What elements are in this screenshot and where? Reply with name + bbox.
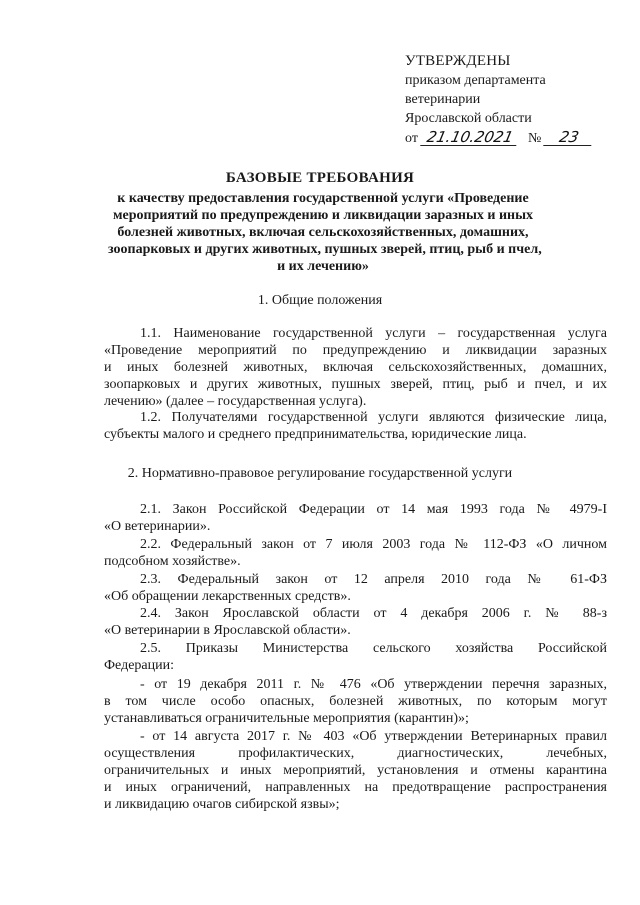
subtitle-line: мероприятий по предупреждению и ликвидации заразных и иных	[112, 208, 534, 223]
paragraph-line: 2.2. Федеральный закон от 7 июля 2003 года № 112-ФЗ «О личном	[140, 537, 607, 552]
paragraph-line: и иных болезней животных, включая сельскохозяйственных, домашних,	[104, 360, 607, 375]
subtitle-line: и их лечению»	[277, 259, 369, 274]
paragraph-line: - от 14 августа 2017 г. № 403 «Об утверждении Ветеринарных правил	[140, 729, 607, 744]
paragraph-line: «Проведение мероприятий по предупреждению и ликвидации заразных	[104, 343, 607, 358]
approval-title: УТВЕРЖДЕНЫ	[405, 53, 511, 69]
subtitle-line: зоопарковых и других животных, пушных зверей, птиц, рыб и пчел,	[108, 242, 542, 257]
paragraph-line: «Об обращении лекарственных средств».	[104, 589, 351, 604]
paragraph-2-2	[104, 536, 607, 570]
paragraph-line: 2.1. Закон Российской Федерации от 14 мая 1993 года № 4979-I	[140, 502, 607, 517]
paragraph-2-5	[104, 640, 607, 674]
approval-from-label: от	[405, 131, 418, 146]
paragraph-1-1	[104, 325, 607, 410]
paragraph-line: в том числе особо опасных, болезней животных, по которым могут	[104, 694, 607, 709]
paragraph-1-2	[104, 409, 607, 443]
paragraph-line: «О ветеринарии».	[104, 519, 211, 534]
paragraph-line: устанавливаться ограничительные мероприятия (карантин)»;	[104, 711, 469, 726]
handwritten-date: 21.10.2021	[420, 129, 520, 146]
paragraph-line: 1.2. Получателями государственной услуги являются физические лица,	[140, 410, 607, 425]
list-item-order-403	[104, 728, 607, 813]
paragraph-line: зоопарковых и других животных, пушных зверей, птиц, рыб и пчел, и их	[104, 377, 607, 392]
paragraph-line: подсобном хозяйстве».	[104, 554, 241, 569]
subtitle-line: болезней животных, включая сельскохозяйственных, домашних,	[117, 225, 529, 240]
approval-line-3: Ярославской области	[405, 111, 532, 126]
approval-number-label: №	[527, 131, 542, 146]
paragraph-line: ограничительных и иных мероприятий, установления и отмены карантина	[104, 763, 607, 778]
section-1-heading: 1. Общие положения	[257, 293, 383, 308]
paragraph-line: 2.4. Закон Ярославской области от 4 декабря 2006 г. № 88-з	[140, 606, 607, 621]
approval-line-1: приказом департамента	[405, 73, 546, 88]
paragraph-line: Федерации:	[104, 658, 175, 673]
paragraph-2-3	[104, 571, 607, 605]
paragraph-line: субъекты малого и среднего предпринимательства, юридические лица.	[104, 427, 527, 442]
paragraph-line: и иных ограничений, направленных на предотвращение распространения	[104, 780, 607, 795]
paragraph-2-1	[104, 501, 607, 535]
list-item-order-476	[104, 676, 607, 727]
paragraph-line: и ликвидацию очагов сибирской язвы»;	[104, 797, 340, 812]
approval-block	[405, 52, 605, 148]
paragraph-line: лечению» (далее – государственная услуга).	[104, 394, 367, 409]
paragraph-line: - от 19 декабря 2011 г. № 476 «Об утверждении перечня заразных,	[140, 677, 607, 692]
approval-date-line	[405, 129, 605, 148]
paragraph-2-4	[104, 605, 607, 639]
paragraph-line: «О ветеринарии в Ярославской области».	[104, 623, 351, 638]
approval-line-2: ветеринарии	[405, 92, 481, 107]
paragraph-line: 2.3. Федеральный закон от 12 апреля 2010 года № 61-ФЗ	[140, 572, 607, 587]
section-2-heading: 2. Нормативно-правовое регулирование государственной услуги	[127, 466, 513, 481]
handwritten-number: 23	[543, 129, 595, 146]
subtitle-line: к качеству предоставления государственной услуги «Проведение	[117, 191, 529, 206]
document-subtitle	[108, 190, 542, 275]
document-title: БАЗОВЫЕ ТРЕБОВАНИЯ	[225, 170, 415, 186]
paragraph-line: 1.1. Наименование государственной услуги – государственная услуга	[140, 326, 607, 341]
paragraph-line: 2.5. Приказы Министерства сельского хозяйства Российской	[140, 641, 607, 656]
paragraph-line: осуществления профилактических, диагностических, лечебных,	[104, 746, 607, 761]
